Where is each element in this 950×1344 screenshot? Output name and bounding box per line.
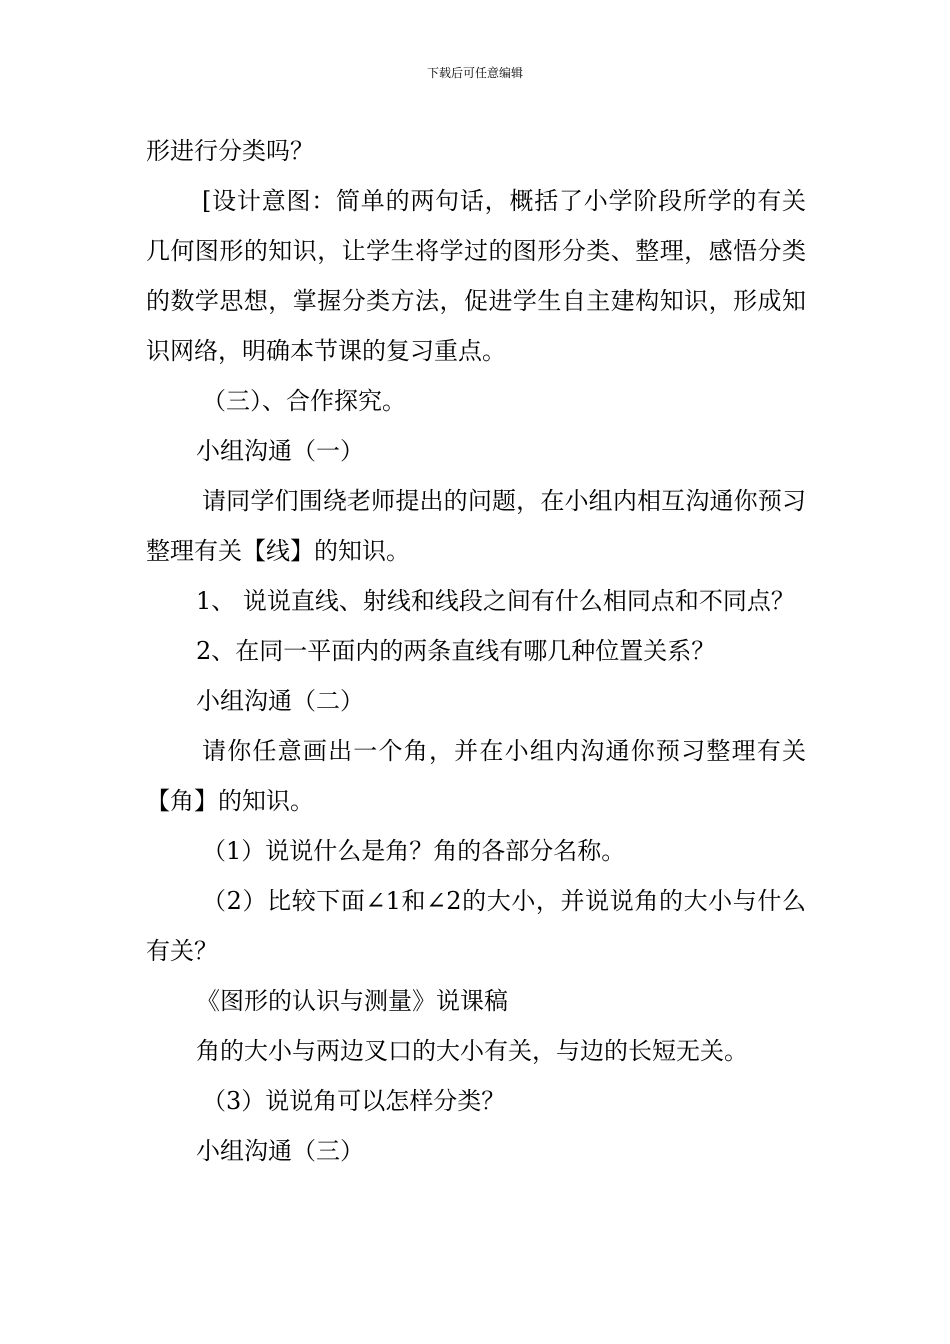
page-header: 下载后可任意编辑 bbox=[426, 66, 523, 80]
group-communication-3-heading: 小组沟通（三） bbox=[196, 1137, 364, 1165]
question-2-positions: 2、在同一平面内的两条直线有哪几种位置关系？ bbox=[196, 637, 716, 665]
paragraph-lines-prompt: 请同学们围绕老师提出的问题，在小组内相互沟通你预习整理有关【线】的知识。 bbox=[146, 487, 806, 565]
section-heading-cooperation: （三）、合作探究。 bbox=[202, 387, 406, 415]
paragraph-angles-prompt: 请你任意画出一个角，并在小组内沟通你预习整理有关【角】的知识。 bbox=[146, 737, 806, 815]
question-1-lines: 1、 说说直线、射线和线段之间有什么相同点和不同点？ bbox=[196, 587, 795, 615]
group-communication-1-heading: 小组沟通（一） bbox=[196, 437, 364, 465]
question-angle-parts: （1）说说什么是角？角的各部分名称。 bbox=[202, 837, 626, 865]
question-angle-classify: （3）说说角可以怎样分类？ bbox=[202, 1087, 506, 1115]
group-communication-2-heading: 小组沟通（二） bbox=[196, 687, 364, 715]
document-body bbox=[146, 126, 806, 1176]
question-angle-compare: （2）比较下面∠1和∠2的大小，并说说角的大小与什么有关？ bbox=[146, 887, 806, 965]
lesson-title-line: 《图形的认识与测量》说课稿 bbox=[196, 987, 508, 1015]
angle-size-answer: 角的大小与两边叉口的大小有关，与边的长短无关。 bbox=[196, 1037, 748, 1065]
paragraph-continuation: 形进行分类吗？ bbox=[146, 137, 314, 165]
paragraph-design-intent: [设计意图：简单的两句话，概括了小学阶段所学的有关几何图形的知识，让学生将学过的图形分类、整理，感悟分类的数学思想，掌握分类方法，促进学生自主建构知识，形成知识网络，明确本节课的复习重点。 bbox=[146, 187, 806, 365]
